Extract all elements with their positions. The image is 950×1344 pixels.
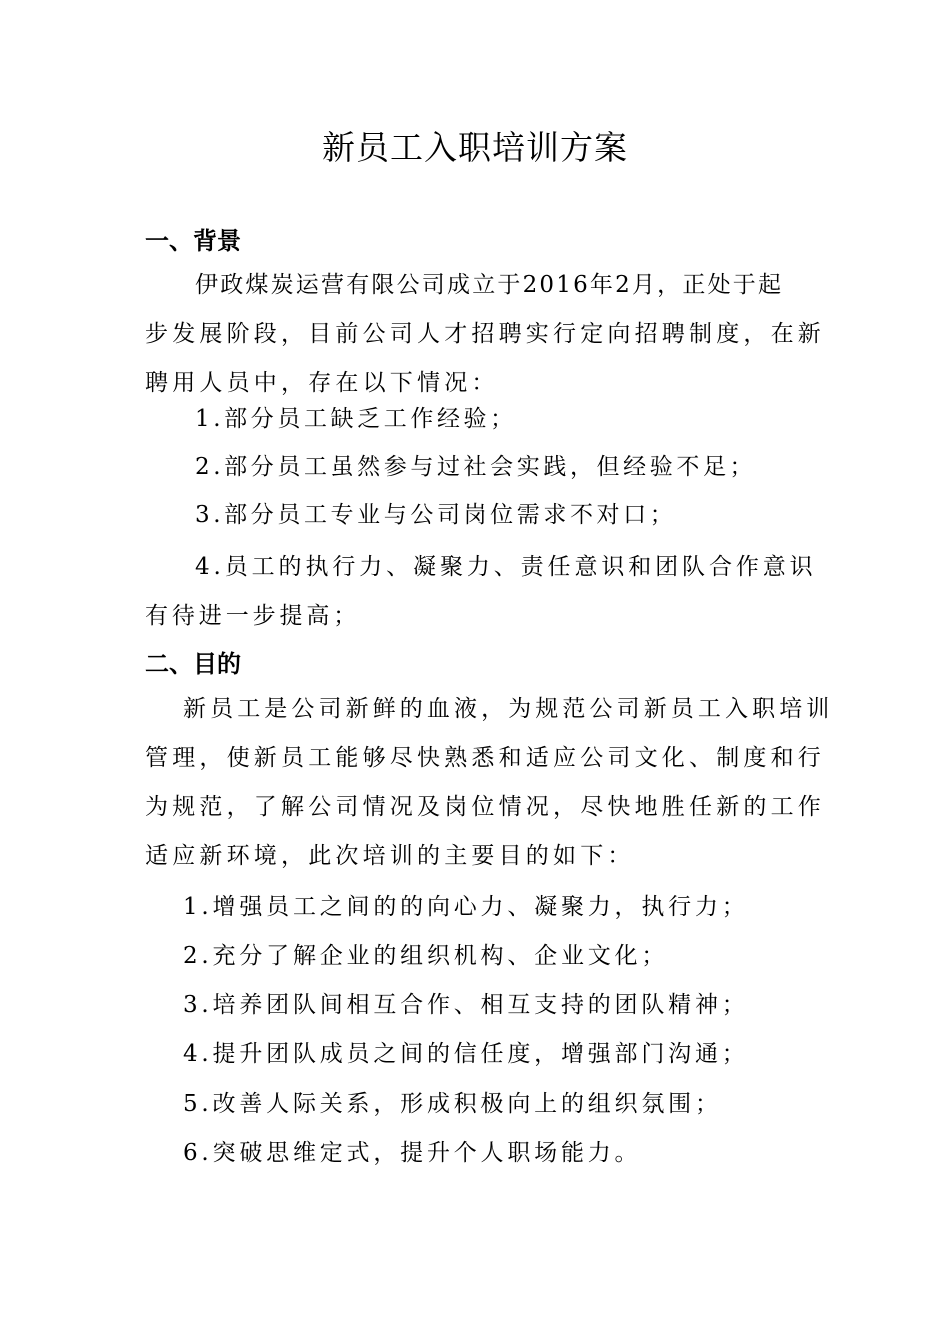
purpose-paragraph (145, 685, 833, 881)
section-heading-background: 一、背景 (145, 227, 241, 255)
list-item: 1.部分员工缺乏工作经验； (195, 406, 517, 432)
paragraph-line: 伊政煤炭运营有限公司成立于2016年2月，正处于起 (195, 272, 784, 298)
paragraph-line: 4.员工的执行力、凝聚力、责任意识和团队合作意识 (195, 554, 817, 580)
background-paragraph (145, 261, 825, 408)
paragraph-line: 适应新环境，此次培训的主要目的如下： (145, 843, 635, 869)
paragraph-line: 新员工是公司新鲜的血液，为规范公司新员工入职培训 (183, 696, 834, 722)
paragraph-line: 为规范，了解公司情况及岗位情况，尽快地胜任新的工作 (145, 794, 825, 820)
paragraph-line: 聘用人员中，存在以下情况： (145, 370, 499, 396)
list-item: 2.充分了解企业的组织机构、企业文化； (183, 943, 669, 969)
list-item: 3.部分员工专业与公司岗位需求不对口； (195, 502, 677, 528)
list-item: 6.突破思维定式，提升个人职场能力。 (183, 1140, 642, 1166)
list-item: 3.培养团队间相互合作、相互支持的团队精神； (183, 992, 749, 1018)
paragraph-line: 步发展阶段，目前公司人才招聘实行定向招聘制度，在新 (145, 321, 825, 347)
paragraph-line: 有待进一步提高； (145, 603, 361, 629)
list-item: 5.改善人际关系，形成积极向上的组织氛围； (183, 1091, 722, 1117)
list-item: 2.部分员工虽然参与过社会实践，但经验不足； (195, 454, 757, 480)
section-heading-purpose: 二、目的 (145, 650, 241, 678)
list-item: 1.增强员工之间的的向心力、凝聚力，执行力； (183, 894, 749, 920)
document-title: 新员工入职培训方案 (322, 128, 628, 167)
list-item-multiline (145, 543, 817, 641)
list-item: 4.提升团队成员之间的信任度，增强部门沟通； (183, 1041, 749, 1067)
paragraph-line: 管理，使新员工能够尽快熟悉和适应公司文化、制度和行 (145, 745, 825, 771)
